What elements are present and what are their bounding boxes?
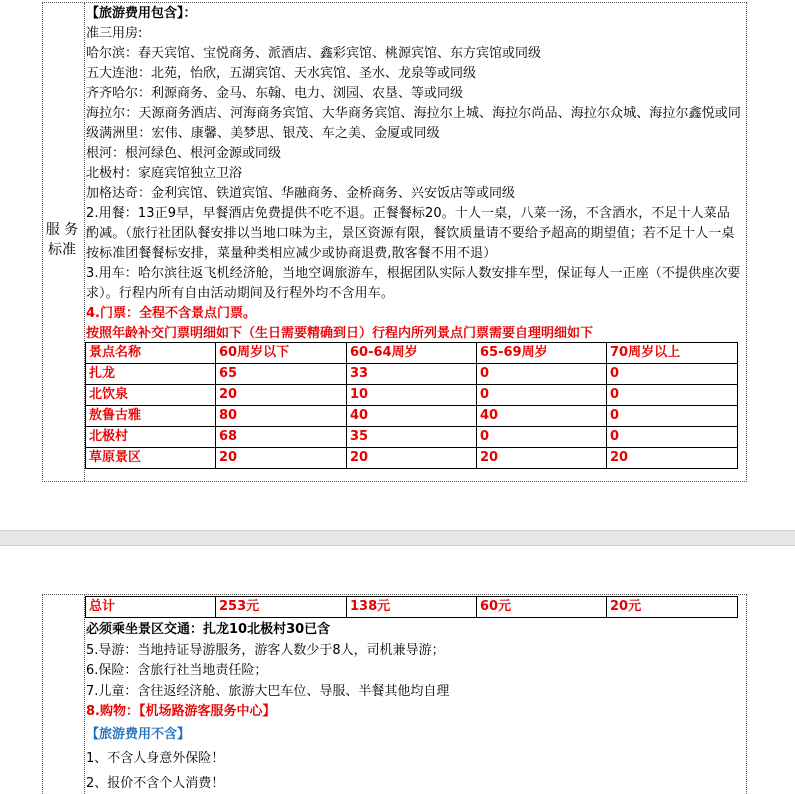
- table-total-row: [86, 597, 738, 618]
- table-cell: 草原景区: [86, 448, 216, 469]
- table-cell: 40: [477, 406, 607, 427]
- table-cell: 北饮泉: [86, 385, 216, 406]
- table-cell: 20: [347, 448, 477, 469]
- table-cell: 35: [347, 427, 477, 448]
- table-cell: 0: [477, 364, 607, 385]
- header-cell: 景点名称: [86, 343, 216, 364]
- table-cell: 扎龙: [86, 364, 216, 385]
- total-cell: 60元: [477, 597, 607, 618]
- total-cell: 138元: [347, 597, 477, 618]
- table-cell: 10: [347, 385, 477, 406]
- header-cell: 70周岁以上: [607, 343, 738, 364]
- hotel-intro: 准三用房:: [86, 24, 742, 44]
- insurance-item: 6.保险：含旅行社当地责任险；: [86, 661, 742, 682]
- table-header-row: [86, 343, 738, 364]
- table-cell: 20: [216, 448, 347, 469]
- tickets-heading: 4.门票：全程不含景点门票。: [86, 304, 742, 324]
- hotel-wudalianchi: 五大连池：北苑，怡欣，五湖宾馆、天水宾馆、圣水、龙泉等或同级: [86, 64, 742, 84]
- table-row: [86, 406, 738, 427]
- hotel-qiqihar: 齐齐哈尔：利源商务、金马、东翰、电力、浏园、农垦、等或同级: [86, 84, 742, 104]
- required-transport: 必须乘坐景区交通：扎龙10北极村30已含: [86, 620, 742, 641]
- included-section: [86, 4, 742, 344]
- service-standard-label: [42, 220, 82, 260]
- document-page-2: [0, 546, 795, 788]
- table-cell: 北极村: [86, 427, 216, 448]
- total-cell: 总计: [86, 597, 216, 618]
- header-cell: 60-64周岁: [347, 343, 477, 364]
- side-label-line-1: 服 务: [42, 220, 82, 240]
- table-cell: 40: [347, 406, 477, 427]
- table-cell: 33: [347, 364, 477, 385]
- meals-paragraph: 2.用餐：13正9早，早餐酒店免费提供不吃不退。正餐餐标20。十人一桌，八菜一汤，不含酒水，不足十人菜品酌减。（旅行社团队餐安排以当地口味为主，景区资源有限，餐饮质量请不要给予超高的期望值；若不足十人一桌按标准团餐餐标安排，菜量种类相应减少或协商退费,散客餐不用不退）: [86, 204, 742, 264]
- table-row: [86, 448, 738, 469]
- ticket-price-table: [85, 342, 738, 469]
- table-row: [86, 427, 738, 448]
- column-divider: [84, 595, 85, 794]
- hotel-hailar-manzhouli: 海拉尔：天源商务酒店、河海商务宾馆、大华商务宾馆、海拉尔上城、海拉尔尚品、海拉尔众城、海拉尔鑫悦或同级满洲里：宏伟、康馨、美梦思、银茂、车之美、金厦或同级: [86, 104, 742, 144]
- excluded-item: 1、不含人身意外保险！: [86, 749, 742, 770]
- page-break: [0, 530, 795, 546]
- total-cell: 253元: [216, 597, 347, 618]
- table-cell: 20: [477, 448, 607, 469]
- table-cell: 0: [607, 406, 738, 427]
- included-heading: 【旅游费用包含】：: [86, 4, 742, 24]
- children-item: 7.儿童：含往返经济舱、旅游大巴车位、导服、半餐其他均自理: [86, 682, 742, 703]
- excluded-item: 2、报价不含个人消费！: [86, 774, 742, 794]
- header-cell: 65-69周岁: [477, 343, 607, 364]
- table-cell: 80: [216, 406, 347, 427]
- shopping-item: 8.购物：【机场路游客服务中心】: [86, 702, 742, 723]
- table-row: [86, 385, 738, 406]
- hotel-genhe: 根河：根河绿色、根河金源或同级: [86, 144, 742, 164]
- guide-item: 5.导游：当地持证导游服务，游客人数少于8人，司机兼导游；: [86, 641, 742, 662]
- table-cell: 0: [607, 364, 738, 385]
- ticket-total-table: [85, 596, 738, 618]
- hotel-jiagedaqi: 加格达奇：金利宾馆、铁道宾馆、华融商务、金桥商务、兴安饭店等或同级: [86, 184, 742, 204]
- total-cell: 20元: [607, 597, 738, 618]
- hotel-beijicun: 北极村：家庭宾馆独立卫浴: [86, 164, 742, 184]
- table-cell: 20: [216, 385, 347, 406]
- table-cell: 0: [477, 427, 607, 448]
- table-cell: 0: [477, 385, 607, 406]
- side-label-line-2: 标准: [42, 240, 82, 260]
- after-table-section: [86, 620, 742, 794]
- table-cell: 68: [216, 427, 347, 448]
- transport-paragraph: 3.用车：哈尔滨往返飞机经济舱，当地空调旅游车，根据团队实际人数安排车型，保证每人一正座（不提供座次要求）。行程内所有自由活动期间及行程外均不含用车。: [86, 264, 742, 304]
- table-row: [86, 364, 738, 385]
- excluded-heading: 【旅游费用不含】: [86, 725, 742, 746]
- hotel-harbin: 哈尔滨：春天宾馆、宝悦商务、派酒店、鑫彩宾馆、桃源宾馆、东方宾馆或同级: [86, 44, 742, 64]
- table-cell: 0: [607, 427, 738, 448]
- header-cell: 60周岁以下: [216, 343, 347, 364]
- tickets-note: 按照年龄补交门票明细如下（生日需要精确到日）行程内所列景点门票需要自理明细如下: [86, 324, 742, 344]
- table-cell: 65: [216, 364, 347, 385]
- table-cell: 敖鲁古雅: [86, 406, 216, 427]
- table-cell: 0: [607, 385, 738, 406]
- table-cell: 20: [607, 448, 738, 469]
